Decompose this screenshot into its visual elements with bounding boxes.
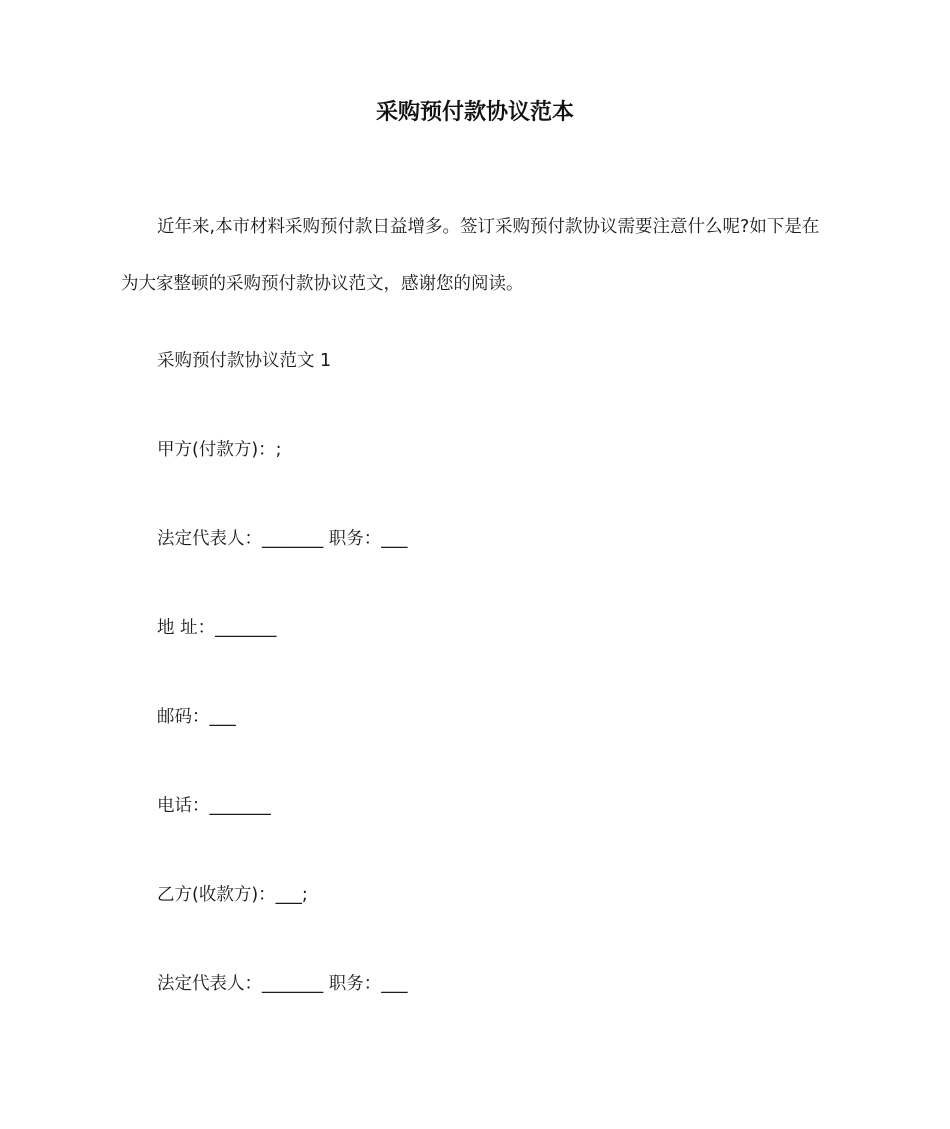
address-line: 地 址：_______	[157, 618, 277, 638]
party-b-line: 乙方(收款方)：___;	[157, 885, 308, 905]
party-a-line: 甲方(付款方)：;	[157, 440, 282, 460]
party-b-representative-line: 法定代表人：_______ 职务：___	[157, 974, 408, 994]
postcode-line: 邮码：___	[157, 707, 236, 727]
document-title: 采购预付款协议范本	[375, 100, 574, 125]
phone-line: 电话：_______	[157, 796, 271, 816]
intro-paragraph: 近年来,本市材料采购预付款日益增多。签订采购预付款协议需要注意什么呢?如下是在为大家整顿的采购预付款协议范文，感谢您的阅读。	[121, 217, 820, 294]
party-a-representative-line: 法定代表人：_______ 职务：___	[157, 529, 408, 549]
section-heading: 采购预付款协议范文 1	[157, 351, 332, 371]
